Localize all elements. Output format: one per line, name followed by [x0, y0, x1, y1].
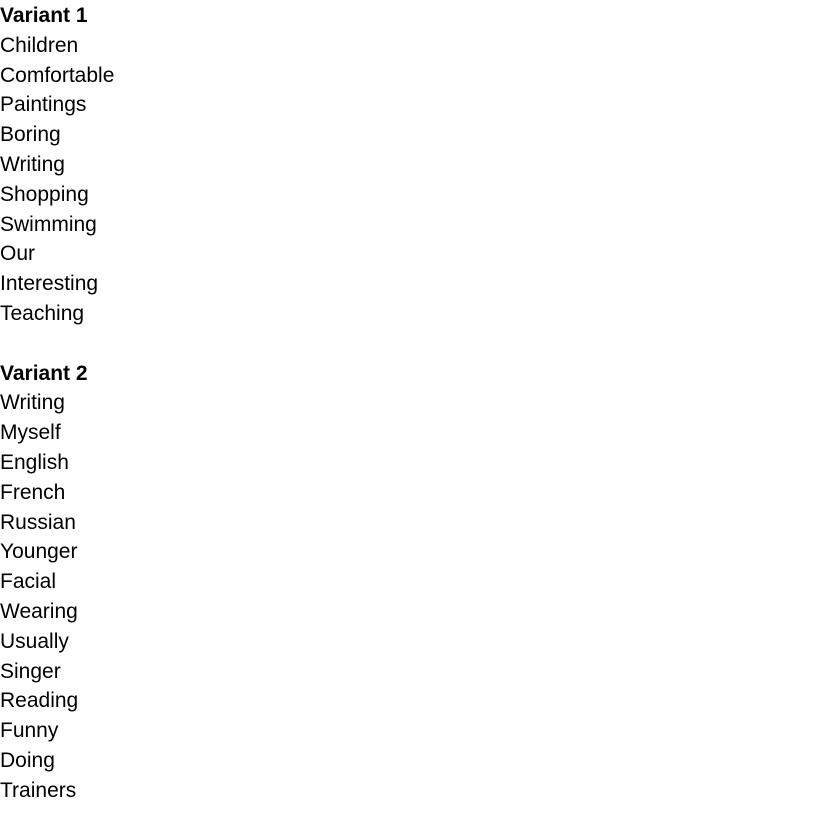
variant-2-heading: Variant 2 — [0, 361, 88, 385]
word-item: Reading — [0, 689, 79, 713]
variant-1-word-list — [0, 31, 816, 329]
word-item: Our — [0, 242, 36, 266]
word-item: French — [0, 480, 66, 504]
word-item: Shopping — [0, 182, 89, 206]
variant-1-section — [0, 1, 816, 329]
word-item: Singer — [0, 659, 61, 683]
variant-2-word-list — [0, 388, 816, 805]
word-item: Wearing — [0, 599, 78, 623]
word-item: Russian — [0, 510, 76, 534]
word-item: Writing — [0, 152, 65, 176]
word-item: Doing — [0, 748, 55, 772]
word-item: Younger — [0, 540, 78, 564]
word-item: Writing — [0, 391, 65, 415]
word-item: Paintings — [0, 93, 87, 117]
word-item: Teaching — [0, 301, 85, 325]
document-page — [0, 1, 816, 806]
variant-2-section — [0, 359, 816, 806]
word-item: Funny — [0, 719, 59, 743]
word-item: English — [0, 450, 69, 474]
word-item: Usually — [0, 629, 69, 653]
word-item: Trainers — [0, 778, 77, 802]
section-spacer — [0, 329, 816, 359]
word-item: Swimming — [0, 212, 97, 236]
word-item: Myself — [0, 421, 61, 445]
word-item: Interesting — [0, 272, 99, 296]
variant-1-heading: Variant 1 — [0, 4, 88, 27]
word-item: Facial — [0, 570, 57, 594]
word-item: Boring — [0, 123, 61, 147]
word-item: Comfortable — [0, 63, 115, 87]
word-item: Children — [0, 33, 79, 57]
